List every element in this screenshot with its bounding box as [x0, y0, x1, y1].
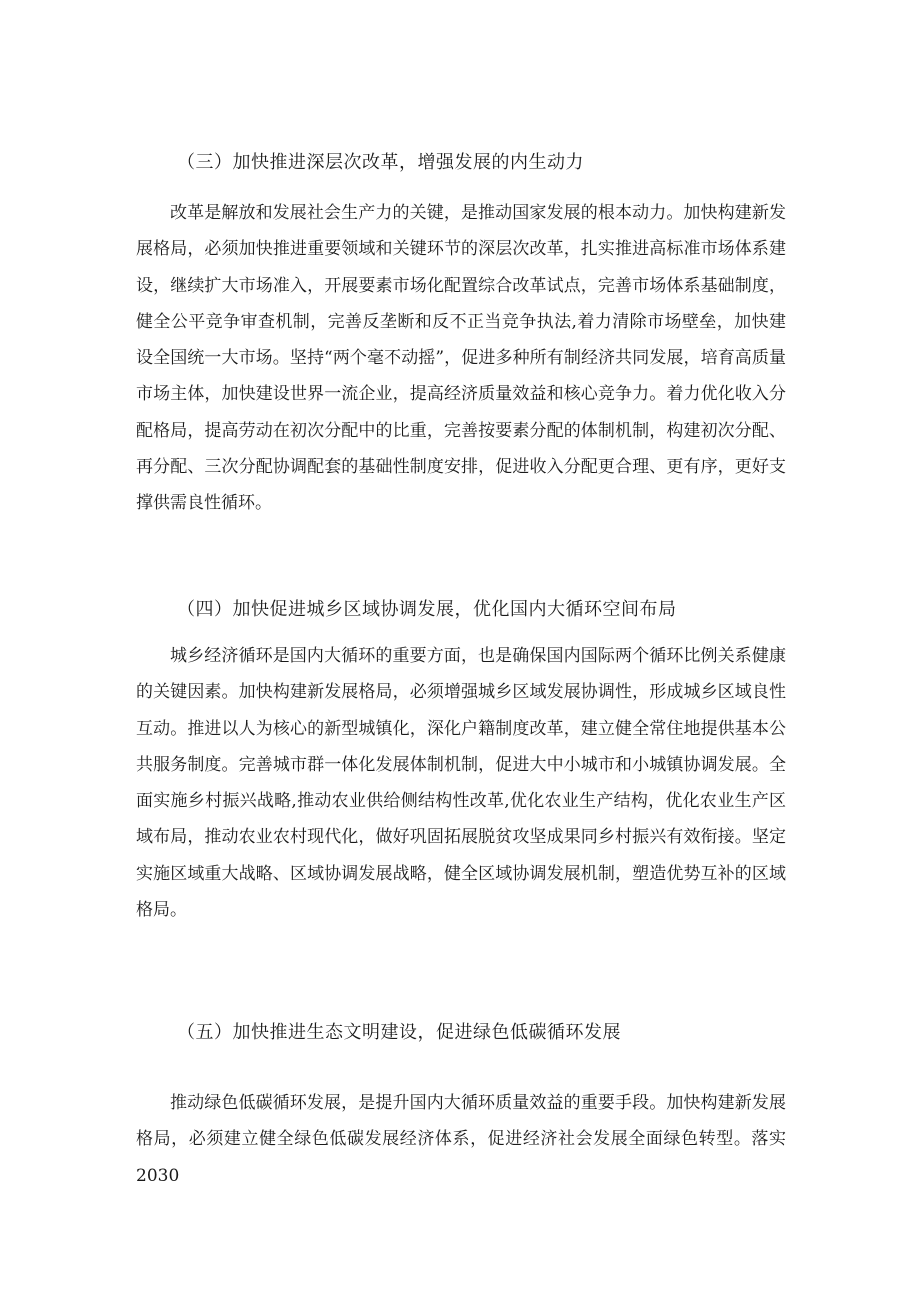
section-heading-3: （三）加快推进深层次改革，增强发展的内生动力: [177, 152, 584, 173]
section-heading-5: （五）加快推进生态文明建设，促进绿色低碳循环发展: [177, 1022, 621, 1043]
section-heading-4: （四）加快促进城乡区域协调发展，优化国内大循环空间布局: [177, 599, 677, 620]
section-paragraph-4: 城乡经济循环是国内大循环的重要方面，也是确保国内国际两个循环比例关系健康的关键因素。加快构建新发展格局，必须增强城乡区域发展协调性，形成城乡区域良性互动。推进以人为核心的新型城镇化，深化户籍制度改革，建立健全常住地提供基本公共服务制度。完善城市群一体化发展体制机制，促进大中小城市和小城镇协调发展。全面实施乡村振兴战略,推动农业供给侧结构性改革,优化农业生产结构，优化农业生产区域布局，推动农业农村现代化，做好巩固拓展脱贫攻坚成果同乡村振兴有效衔接。坚定实施区域重大战略、区域协调发展战略，健全区域协调发展机制，塑造优势互补的区域格局。: [136, 646, 786, 921]
section-paragraph-3: 改革是解放和发展社会生产力的关键，是推动国家发展的根本动力。加快构建新发展格局，必须加快推进重要领域和关键环节的深层次改革，扎实推进高标准市场体系建设，继续扩大市场准入，开展要素市场化配置综合改革试点，完善市场体系基础制度，健全公平竞争审查机制，完善反垄断和反不正当竞争执法,着力清除市场壁垒，加快建设全国统一大市场。坚持“两个毫不动摇”，促进多种所有制经济共同发展，培育高质量市场主体，加快建设世界一流企业，提高经济质量效益和核心竞争力。着力优化收入分配格局，提高劳动在初次分配中的比重，完善按要素分配的体制机制，构建初次分配、再分配、三次分配协调配套的基础性制度安排，促进收入分配更合理、更有序，更好支撑供需良性循环。: [136, 203, 786, 514]
section-paragraph-5: 推动绿色低碳循环发展，是提升国内大循环质量效益的重要手段。加快构建新发展格局，必须建立健全绿色低碳发展经济体系，促进经济社会发展全面绿色转型。落实 2030: [136, 1093, 786, 1186]
